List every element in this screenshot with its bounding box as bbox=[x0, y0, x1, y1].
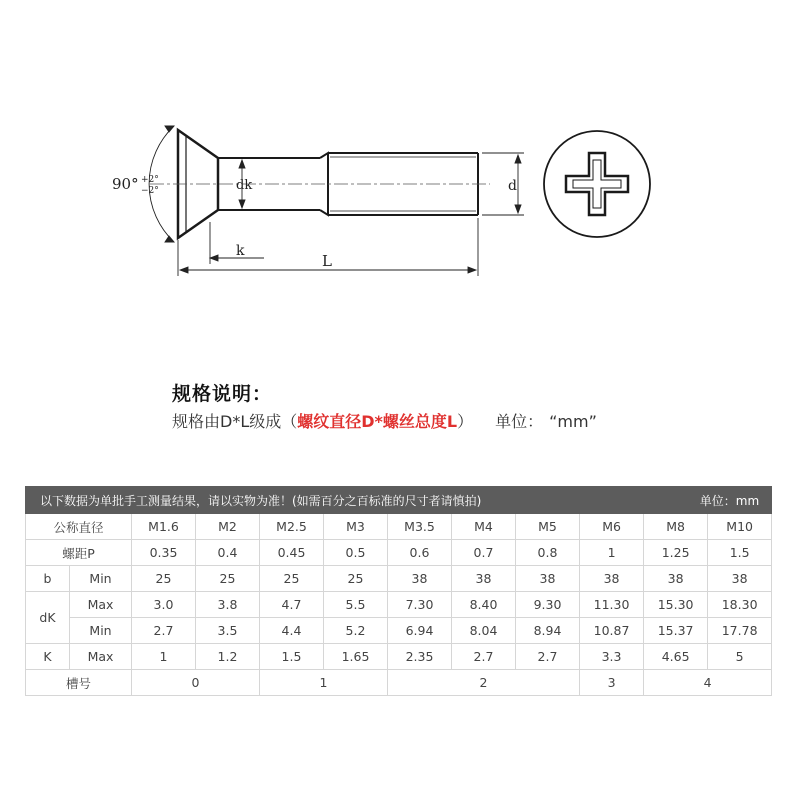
k-cell: 1.65 bbox=[324, 644, 388, 670]
row-slot bbox=[26, 670, 772, 696]
b-label: b bbox=[26, 566, 70, 592]
k-cell: 1.5 bbox=[260, 644, 324, 670]
dk-min-cell: 15.37 bbox=[644, 618, 708, 644]
b-cell: 38 bbox=[644, 566, 708, 592]
angle-label: 90° bbox=[112, 175, 139, 193]
pitch-cell: 0.6 bbox=[388, 540, 452, 566]
size-cell: M6 bbox=[580, 514, 644, 540]
size-cell: M5 bbox=[516, 514, 580, 540]
dk-max-cell: 7.30 bbox=[388, 592, 452, 618]
dk-min-cell: 4.4 bbox=[260, 618, 324, 644]
slot-label: 槽号 bbox=[26, 670, 132, 696]
pitch-label: 螺距P bbox=[26, 540, 132, 566]
row-pitch bbox=[26, 540, 772, 566]
size-cell: M2 bbox=[196, 514, 260, 540]
dk-label: dK bbox=[26, 592, 70, 644]
row-size bbox=[26, 514, 772, 540]
dk-max-cell: 3.0 bbox=[132, 592, 196, 618]
pitch-cell: 1 bbox=[580, 540, 644, 566]
size-cell: M1.6 bbox=[132, 514, 196, 540]
row-dk-min bbox=[26, 618, 772, 644]
dk-max-cell: 9.30 bbox=[516, 592, 580, 618]
size-cell: M3 bbox=[324, 514, 388, 540]
dk-min-cell: 2.7 bbox=[132, 618, 196, 644]
b-cell: 38 bbox=[516, 566, 580, 592]
b-cell: 38 bbox=[580, 566, 644, 592]
screw-technical-drawing bbox=[0, 0, 800, 340]
b-sub-label: Min bbox=[70, 566, 132, 592]
row-b bbox=[26, 566, 772, 592]
L-label: L bbox=[322, 252, 332, 270]
dk-max-cell: 5.5 bbox=[324, 592, 388, 618]
k-cell: 3.3 bbox=[580, 644, 644, 670]
k-cell: 2.7 bbox=[452, 644, 516, 670]
spec-unit-value: “mm” bbox=[549, 412, 597, 431]
table-note: 以下数据为单批手工测量结果，请以实物为准！(如需百分之百标准的尺寸者请慎拍) bbox=[26, 487, 644, 514]
pitch-cell: 0.8 bbox=[516, 540, 580, 566]
slot-cell: 3 bbox=[580, 670, 644, 696]
size-cell: M2.5 bbox=[260, 514, 324, 540]
spec-table bbox=[25, 486, 772, 696]
row-dk-max bbox=[26, 592, 772, 618]
b-cell: 25 bbox=[260, 566, 324, 592]
angle-tolerance-plus: +2° bbox=[141, 175, 159, 185]
b-cell: 25 bbox=[132, 566, 196, 592]
pitch-cell: 1.25 bbox=[644, 540, 708, 566]
b-cell: 25 bbox=[324, 566, 388, 592]
dk-label: dk bbox=[236, 178, 253, 193]
table-unit: 单位：mm bbox=[644, 487, 772, 514]
dk-min-cell: 10.87 bbox=[580, 618, 644, 644]
b-cell: 38 bbox=[388, 566, 452, 592]
row-k bbox=[26, 644, 772, 670]
size-cell: M3.5 bbox=[388, 514, 452, 540]
dk-max-cell: 18.30 bbox=[708, 592, 772, 618]
dk-min-cell: 6.94 bbox=[388, 618, 452, 644]
dk-min-label: Min bbox=[70, 618, 132, 644]
size-cell: M8 bbox=[644, 514, 708, 540]
b-cell: 38 bbox=[708, 566, 772, 592]
pitch-cell: 0.5 bbox=[324, 540, 388, 566]
k-cell: 5 bbox=[708, 644, 772, 670]
dk-max-cell: 3.8 bbox=[196, 592, 260, 618]
dk-min-cell: 8.04 bbox=[452, 618, 516, 644]
k-cell: 1.2 bbox=[196, 644, 260, 670]
dk-max-cell: 4.7 bbox=[260, 592, 324, 618]
phillips-head-end-view bbox=[544, 131, 650, 237]
k-label: k bbox=[236, 243, 245, 259]
b-cell: 38 bbox=[452, 566, 516, 592]
slot-cell: 1 bbox=[260, 670, 388, 696]
dk-min-cell: 3.5 bbox=[196, 618, 260, 644]
dk-max-cell: 15.30 bbox=[644, 592, 708, 618]
pitch-cell: 0.4 bbox=[196, 540, 260, 566]
slot-cell: 0 bbox=[132, 670, 260, 696]
k-cell: 2.7 bbox=[516, 644, 580, 670]
spec-prefix: 规格由D*L级成（ bbox=[172, 412, 298, 431]
dk-max-cell: 11.30 bbox=[580, 592, 644, 618]
pitch-cell: 0.35 bbox=[132, 540, 196, 566]
dk-max-label: Max bbox=[70, 592, 132, 618]
dk-min-cell: 17.78 bbox=[708, 618, 772, 644]
k-label: K bbox=[26, 644, 70, 670]
spec-suffix: ） bbox=[457, 412, 474, 431]
k-cell: 1 bbox=[132, 644, 196, 670]
b-cell: 25 bbox=[196, 566, 260, 592]
spec-title: 规格说明： bbox=[172, 383, 273, 405]
k-cell: 2.35 bbox=[388, 644, 452, 670]
dk-max-cell: 8.40 bbox=[452, 592, 516, 618]
pitch-cell: 1.5 bbox=[708, 540, 772, 566]
size-cell: M10 bbox=[708, 514, 772, 540]
dk-min-cell: 8.94 bbox=[516, 618, 580, 644]
size-cell: M4 bbox=[452, 514, 516, 540]
slot-cell: 4 bbox=[644, 670, 772, 696]
size-label: 公称直径 bbox=[26, 514, 132, 540]
pitch-cell: 0.7 bbox=[452, 540, 516, 566]
spec-description bbox=[172, 409, 597, 432]
dk-min-cell: 5.2 bbox=[324, 618, 388, 644]
pitch-cell: 0.45 bbox=[260, 540, 324, 566]
k-sub-label: Max bbox=[70, 644, 132, 670]
spec-unit-label: 单位： bbox=[495, 412, 544, 431]
k-cell: 4.65 bbox=[644, 644, 708, 670]
angle-tolerance-minus: −2° bbox=[141, 186, 159, 196]
d-label: d bbox=[508, 178, 517, 194]
spec-highlight: 螺纹直径D*螺丝总度L bbox=[297, 412, 458, 431]
slot-cell: 2 bbox=[388, 670, 580, 696]
